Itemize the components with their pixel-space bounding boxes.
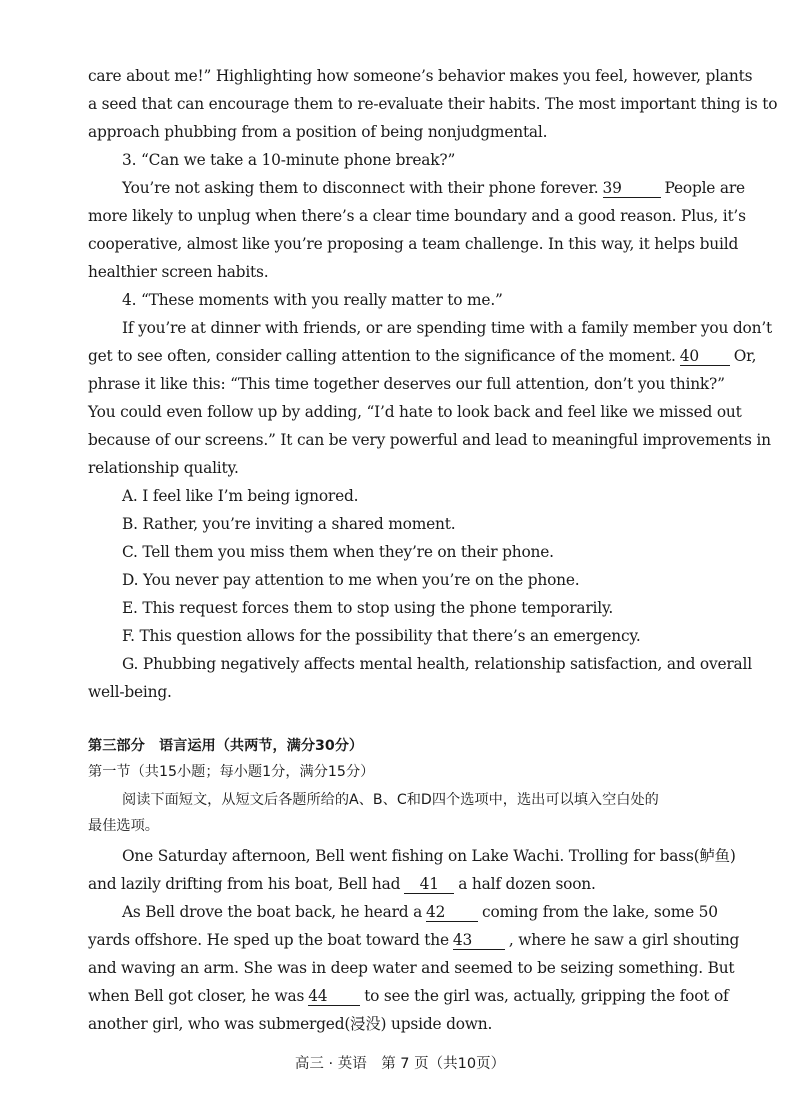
passage-line: more likely to unplug when there’s a clear time boundary and a good reason. Plus, it’s <box>88 207 746 225</box>
passage-text: People are <box>664 179 745 197</box>
passage-line: You could even follow up by adding, “I’d hate to look back and feel like we missed out <box>88 403 742 421</box>
cloze-text: a half dozen soon. <box>458 875 596 893</box>
cloze-line: One Saturday afternoon, Bell went fishing on Lake Wachi. Trolling for bass(鲈鱼) <box>122 847 736 865</box>
tip-heading: 4. “These moments with you really matter to me.” <box>122 291 503 309</box>
passage-line: cooperative, almost like you’re proposing a team challenge. In this way, it helps build <box>88 235 739 253</box>
passage-text: You’re not asking them to disconnect with their phone forever. <box>122 179 599 197</box>
cloze-line <box>122 902 716 922</box>
passage-line <box>122 178 745 198</box>
passage-line <box>88 346 757 366</box>
part-title: 第三部分 语言运用（共两节，满分30分） <box>88 738 364 754</box>
option-d[interactable]: D. You never pay attention to me when you’re on the phone. <box>122 571 580 589</box>
cloze-text: to see the girl was, actually, gripping the foot of <box>364 987 729 1005</box>
blank-43[interactable]: 43 <box>453 931 505 950</box>
cloze-text: yards offshore. He sped up the boat toward the <box>88 931 449 949</box>
passage-line: If you’re at dinner with friends, or are spending time with a family member you don’t <box>122 319 772 337</box>
tip-heading: 3. “Can we take a 10-minute phone break?” <box>122 151 456 169</box>
passage-line: relationship quality. <box>88 459 239 477</box>
cloze-text: As Bell drove the boat back, he heard a <box>122 903 423 921</box>
cloze-line <box>88 930 740 950</box>
option-g-continued: well-being. <box>88 683 172 701</box>
cloze-text: when Bell got closer, he was <box>88 987 305 1005</box>
cloze-text: and lazily drifting from his boat, Bell had <box>88 875 401 893</box>
passage-line: a seed that can encourage them to re-evaluate their habits. The most important thing is to <box>88 95 778 113</box>
option-e[interactable]: E. This request forces them to stop using the phone temporarily. <box>122 599 614 617</box>
option-b[interactable]: B. Rather, you’re inviting a shared moment. <box>122 515 456 533</box>
blank-44[interactable]: 44 <box>308 987 360 1006</box>
option-c[interactable]: C. Tell them you miss them when they’re on their phone. <box>122 543 554 561</box>
passage-line: care about me!” Highlighting how someone’s behavior makes you feel, however, plants <box>88 67 753 85</box>
cloze-text: coming from the lake, some 50 <box>482 903 718 921</box>
blank-42[interactable]: 42 <box>426 903 478 922</box>
instruction-line: 阅读下面短文，从短文后各题所给的A、B、C和D四个选项中，选出可以填入空白处的 <box>122 792 659 808</box>
blank-39[interactable]: 39 <box>603 179 661 198</box>
passage-line: phrase it like this: “This time together deserves our full attention, don’t you think?” <box>88 375 725 393</box>
passage-line: healthier screen habits. <box>88 263 269 281</box>
option-a[interactable]: A. I feel like I’m being ignored. <box>122 487 359 505</box>
passage-text: Or, <box>733 347 757 365</box>
cloze-line <box>88 874 716 894</box>
passage-text: get to see often, consider calling attention to the significance of the moment. <box>88 347 676 365</box>
page-footer: 高三 · 英语 第 7 页（共10页） <box>294 1056 506 1072</box>
cloze-line: and waving an arm. She was in deep water and seemed to be seizing something. But <box>88 959 735 977</box>
blank-40[interactable]: 40 <box>680 347 730 366</box>
cloze-text: , where he saw a girl shouting <box>508 931 740 949</box>
section-title: 第一节（共15小题；每小题1分，满分15分） <box>88 764 375 780</box>
option-g[interactable]: G. Phubbing negatively affects mental health, relationship satisfaction, and overall <box>122 655 752 673</box>
blank-41[interactable]: 41 <box>404 875 454 894</box>
passage-line: because of our screens.” It can be very powerful and lead to meaningful improvements in <box>88 431 771 449</box>
cloze-line <box>88 986 729 1006</box>
cloze-line: another girl, who was submerged(浸没) upside down. <box>88 1015 493 1033</box>
passage-line: approach phubbing from a position of being nonjudgmental. <box>88 123 548 141</box>
instruction-line: 最佳选项。 <box>88 818 159 834</box>
option-f[interactable]: F. This question allows for the possibility that there’s an emergency. <box>122 627 641 645</box>
